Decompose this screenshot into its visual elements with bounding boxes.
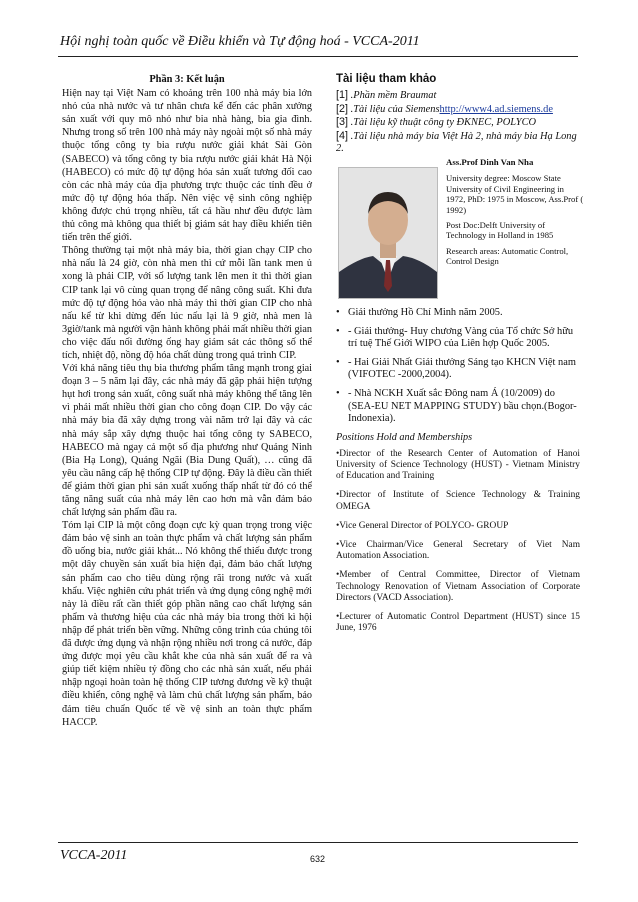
list-item: •Member of Central Committee, Director of Vietnam Technology Renovation of Vietnam Association of Corporate Directors (VACD Association). (336, 570, 580, 603)
header-rule (58, 56, 578, 57)
bullet-icon: • (336, 356, 340, 368)
awards-list (336, 307, 580, 426)
reference-item: [1] .Phần mềm Braumat (336, 89, 437, 101)
footer-label: VCCA-2011 (60, 848, 128, 863)
list-item: • - Hai Giải Nhất Giải thưởng Sáng tạo KHCN Việt nam (VIFOTEC -2000,2004). (336, 356, 576, 381)
positions-list (336, 449, 580, 635)
reference-link[interactable]: http://www4.ad.siemens.de (439, 103, 553, 115)
references-heading: Tài liệu tham khảo (336, 73, 437, 85)
paragraph: Thông thường tại một nhà máy bia, thời gian chạy CIP cho nhà nấu là 24 giờ, còn nhà men thì cứ mỗi lần tank men ủ xong là phải CIP, với số lượng tank lên men ít thì thời gian CIP tank lại vô cùng quan trọng để nâng công suất. Khi đưa mức độ tự động hóa vào nhà máy thì thời gian CIP cho nhà nấu kể từ khi dừng đến lúc nấu lại là 9 giờ, nhà men là 3giờ/tank mà người vận hành không phải mất nhiều thời gian cho việc đấu nối đường ống hay giám sát các thông số thể tích, nhiệt độ, nồng độ hóa chất dùng trong quá trình CIP. (62, 245, 312, 361)
author-name: Ass.Prof Dinh Van Nha (446, 156, 534, 167)
author-bio (336, 156, 584, 305)
reference-item: [4] .Tài liệu nhà máy bia Việt Hà 2, nhà máy bia Hạ Long 2. (336, 129, 577, 155)
paragraph: Với khả năng tiêu thụ bia thương phẩm tăng mạnh trong giai đoạn 3 – 5 năm lại đây, các nhà máy đã gặp phải hiện tượng hụt hơi trong sản xuất, công suất nhà máy không thể tăng lên vì phải mất nhiều thời gian cho công đoạn CIP. Do vậy các nhà máy bia đã xây dựng trong vài năm trở lại đây và các nhà máy sắp xây dựng thuộc hai tổng công ty SABECO, HABECO mà ngay cả một số địa phương như Quảng Ninh (Bia Hạ Long), Quảng Ngãi (Bia Dung Quất), … cũng đã yêu cầu nâng cấp hệ thống CIP tự động. Đây là điều cần thiết để giảm thời gian phi sản xuất xuống thấp nhất từ đó có thể tăng năng suất của nhà máy lên cao hơn mà vẫn đảm bảo chất lượng sản phẩm đầu ra. (62, 363, 312, 519)
reference-item: [2] .Tài liệu của Siemenshttp://www4.ad.siemens.de (336, 102, 553, 115)
author-photo (338, 167, 438, 299)
bio-text (446, 157, 584, 272)
positions-heading: Positions Hold and Memberships (336, 431, 473, 443)
list-item: • - Nhà NCKH Xuất sắc Đông nam Á (10/2009) do (SEA-EU NET MAPPING STUDY) bầu chọn.(Bogor-Indonexia). (336, 387, 577, 425)
bio-paragraph: University degree: Moscow State University of Civil Engineering in 1972, PhD: 1975 in Moscow, Ass.Prof ( 1992) (446, 173, 584, 215)
running-header: Hội nghị toàn quốc về Điều khiển và Tự động hoá - VCCA-2011 (60, 34, 420, 49)
page-number: 632 (310, 854, 326, 864)
bullet-icon: • (336, 325, 340, 337)
reference-item: [3] .Tài liệu kỹ thuật công ty ĐKNEC, POLYCO (336, 116, 537, 129)
section-heading: Phần 3: Kết luận (149, 74, 225, 85)
list-item: •Vice General Director of POLYCO- GROUP (336, 520, 509, 531)
list-item: •Lecturer of Automatic Control Department (HUST) since 15 June, 1976 (336, 611, 580, 634)
bullet-icon: • (336, 387, 340, 399)
list-item: • Giải thưởng Hồ Chí Minh năm 2005. (336, 306, 503, 318)
list-item: • - Giải thưởng- Huy chương Vàng của Tổ chức Sở hữu trí tuệ Thế Giới WIPO của Liên hợp Quốc 2005. (336, 325, 574, 350)
footer-rule (58, 842, 578, 843)
bullet-icon: • (336, 306, 340, 318)
paragraph: Hiện nay tại Việt Nam có khoảng trên 100 nhà máy bia lớn nhỏ của nhà nước và tư nhân chưa kể đến các phân xưởng sản xuất với quy mô nhỏ như bia nhà hàng, bia gia đình. Nhưng trong số trên 100 nhà máy này ngoài một số nhà máy thuộc tổng công ty bia rượu nước giải khát Sài Gòn (SABECO) và tổng công ty bia rượu nước giải khát Hà Nội (HABECO) có mức độ tự động hóa sản xuất tương đối cao còn các nhà máy của địa phương trực thuộc các tỉnh đều ở mức độ tự động hóa thấp. Nên việc vệ sinh công nghiệp không được chú trọng nhiều, tất cả hầu như đều được làm thủ công mà không qua thiết bị giám sát hay điều khiển tiên tiến trên thế giới. (62, 88, 312, 244)
bio-paragraph: Research areas: Automatic Control, Control Design (446, 245, 569, 267)
list-item: •Director of Institute of Science Technology & Training OMEGA (336, 490, 580, 512)
right-column (336, 73, 584, 642)
list-item: •Director of the Research Center of Automation of Hanoi University of Science Technology (HUST) - Vietnam Ministry of Education and Training (336, 448, 580, 482)
list-item: •Vice Chairman/Vice General Secretary of Viet Nam Automation Association. (336, 539, 580, 562)
bio-paragraph: Post Doc:Delft University of Technology in Holland in 1985 (446, 220, 554, 241)
paragraph: Tóm lại CIP là một công đoạn cực kỳ quan trọng trong việc đảm bảo vệ sinh an toàn thực phẩm và chất lượng sản phẩm đồ uống bia, nước giải khát... Nó không thể thiếu được trong một dây chuyền sản xuất bia hiện đại, đảm bảo chất lượng sản phẩm cao cho tiêu dùng rộng rãi trong nước và xuất khẩu. Việc nghiên cứu phát triển và ứng dụng công nghệ mới này là điều rất cần thiết góp phần nâng cao chất lượng sản phẩm và thương hiệu của các nhà máy bia trong thời kì hội nhập để phát triển bền vững. Những công trình của chúng tôi đã được ứng dụng và nhận rộng nhiều nơi trong cả nước, đáp ứng được mọi yêu cầu khắt khe của nhà sản xuất để ra và giúp tiết kiệm nhiều tỷ đồng cho các nhà sản xuất, nếu phải nhập ngoại hoàn toàn hệ thống CIP tương đương về kỹ thuật điều khiển, công nghệ và làm chủ chất lượng sản phẩm, bảo đảm tiêu chuẩn Quốc tế về vệ sinh an toàn thực phẩm HACCP. (62, 520, 312, 728)
conclusion-column (62, 73, 312, 729)
